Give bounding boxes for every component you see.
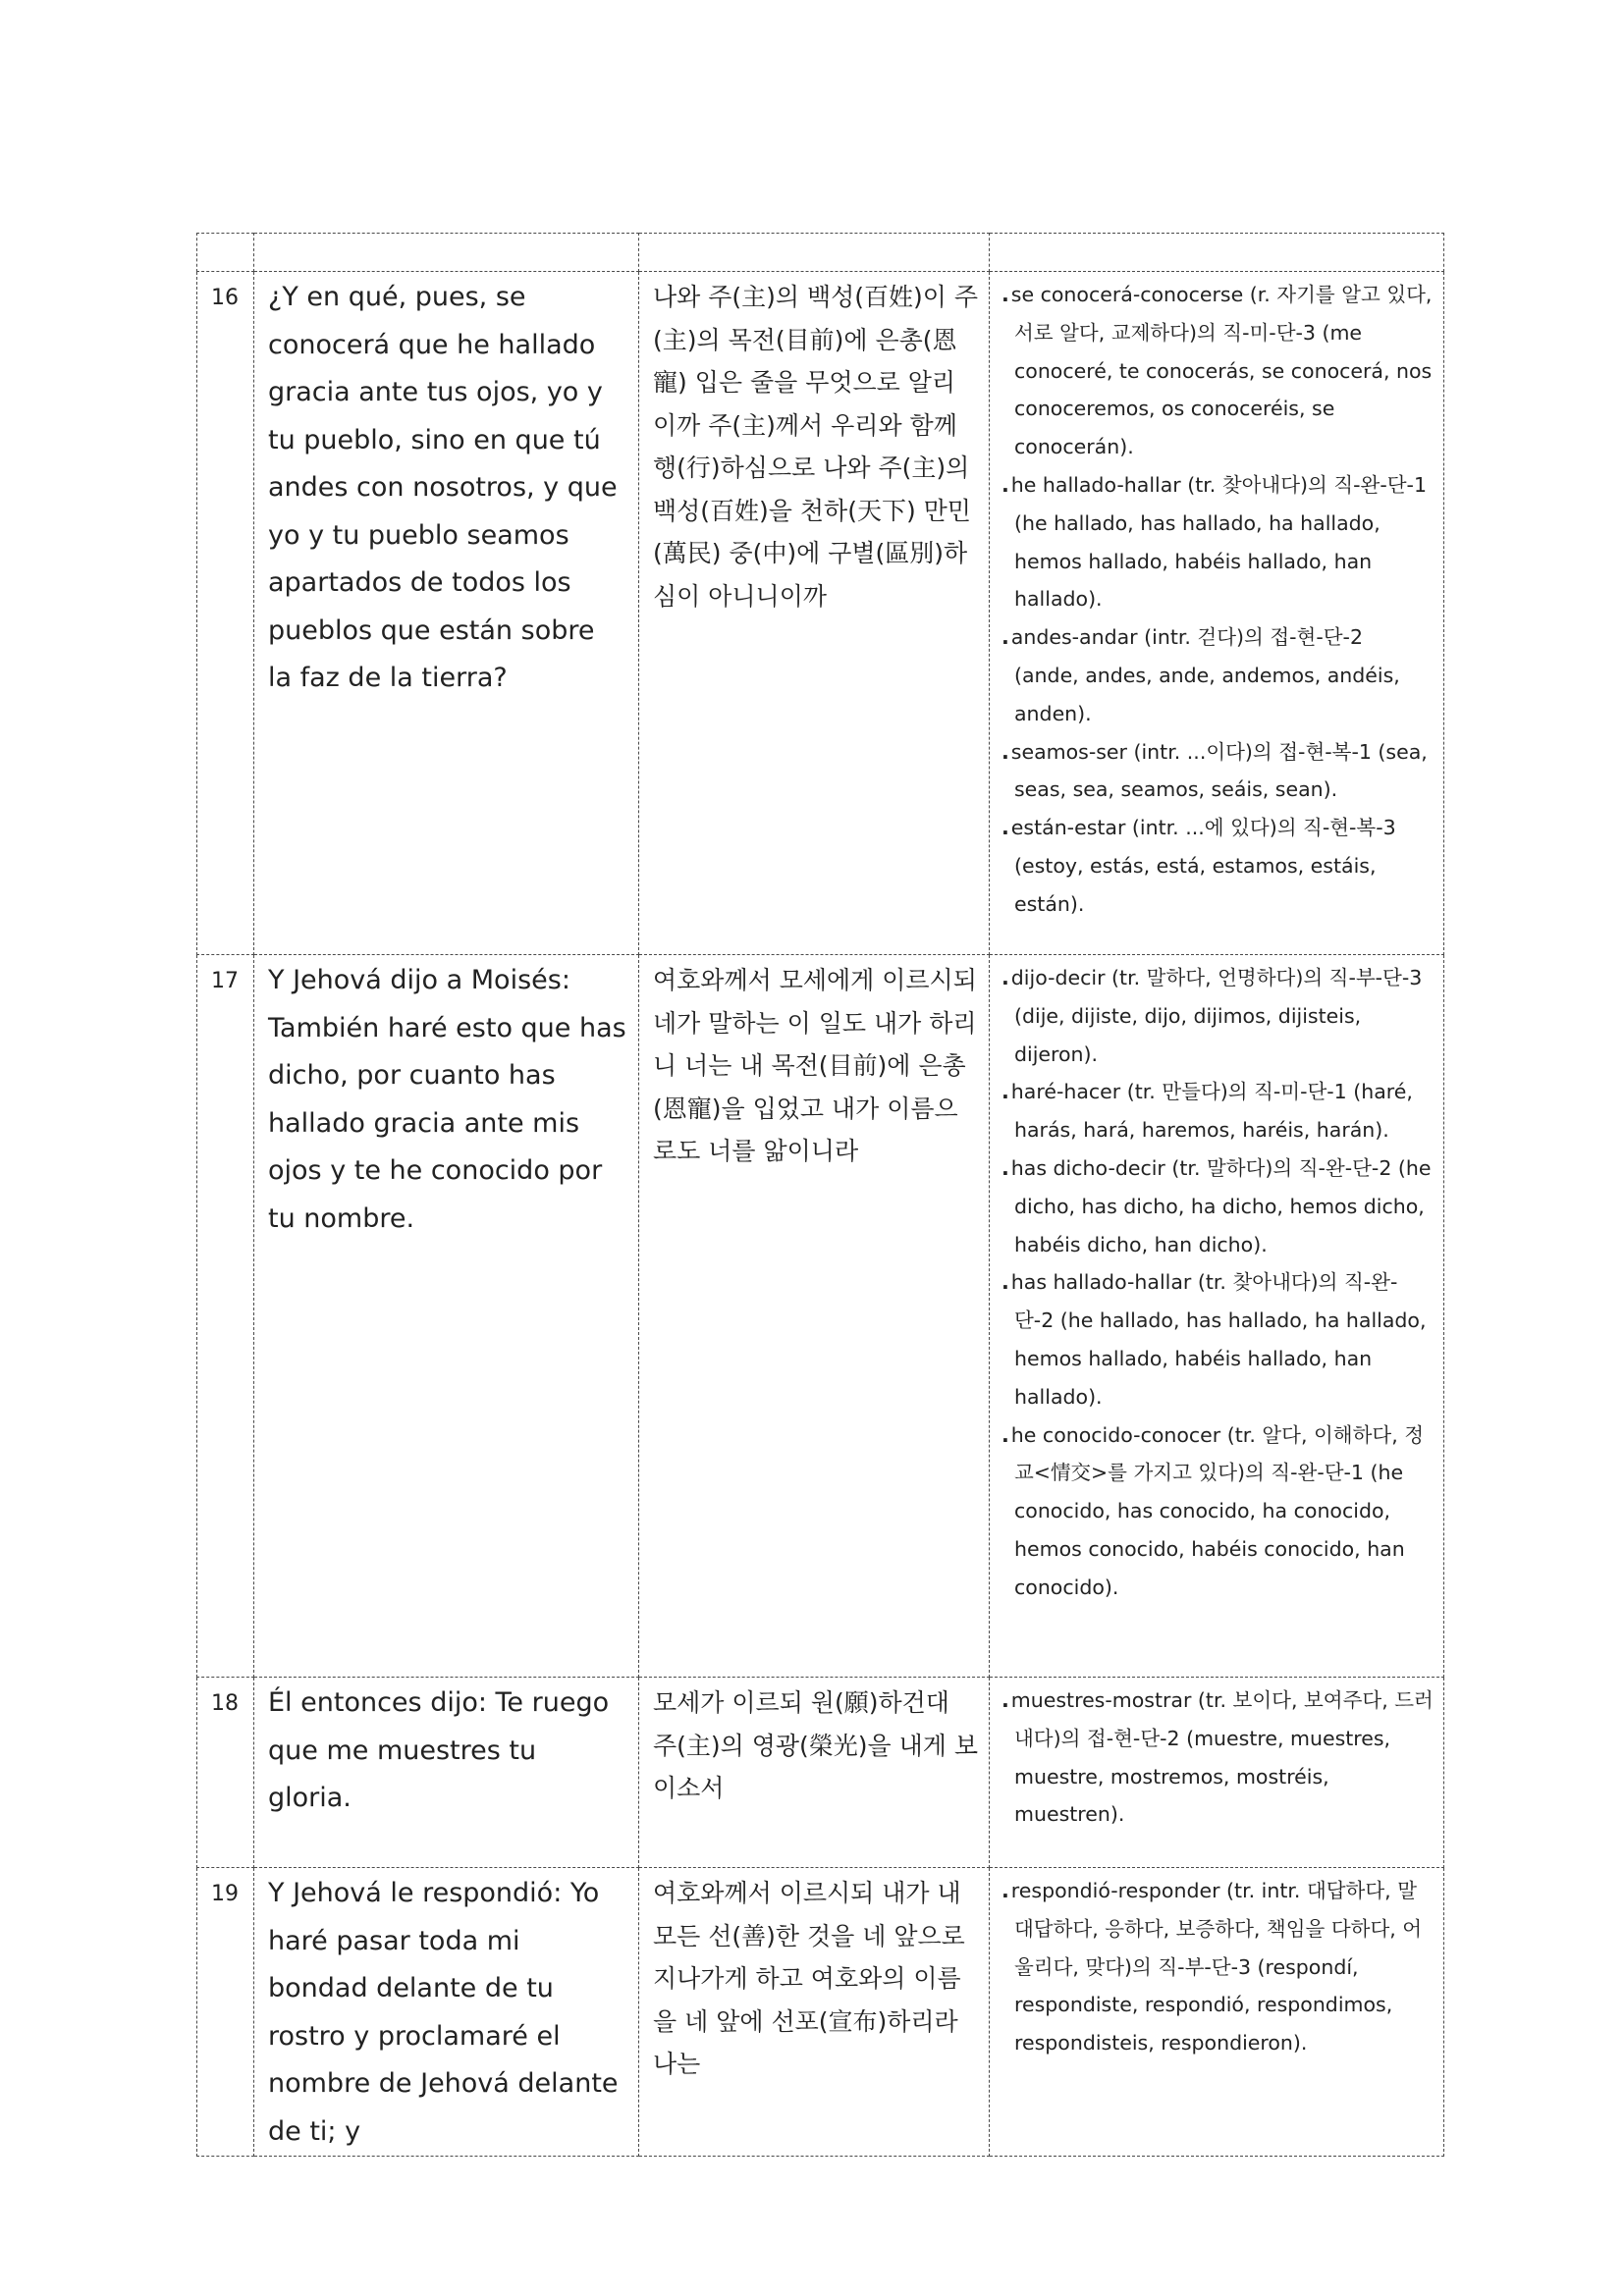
grammar-notes-cell [990,1868,1444,2157]
header-cell-grammar [990,234,1444,272]
verse-number-cell [197,955,254,1678]
verse-table [196,233,1444,2157]
verse-row [197,1678,1444,1868]
grammar-notes-cell [990,272,1444,955]
grammar-note: .muestres-mostrar (tr. 보이다, 보여주다, 드러내다)의 접-현-단-2 (muestre, muestres, muestre, mostremos, mostréis, muestren). [1001,1688,1434,1827]
korean-text-cell [639,1678,990,1868]
grammar-note: .están-estar (intr. ...에 있다)의 직-현-복-3 (estoy, estás, está, estamos, estáis, están). [1001,816,1396,916]
spanish-text: Él entonces dijo: Te ruego que me muestres tu gloria. [268,1687,610,1813]
verse-number-cell [197,1868,254,2157]
grammar-note: .seamos-ser (intr. ...이다)의 접-현-복-1 (sea, seas, sea, seamos, seáis, sean). [1001,739,1428,802]
spanish-text-cell [254,272,639,955]
verse-number-cell [197,1678,254,1868]
verse-row [197,272,1444,955]
grammar-note: .has dicho-decir (tr. 말하다)의 직-완-단-2 (he dicho, has dicho, ha dicho, hemos dicho, habéis dicho, han dicho). [1001,1155,1432,1256]
grammar-note: .andes-andar (intr. 걷다)의 접-현-단-2 (ande, andes, ande, andemos, andéis, anden). [1001,625,1400,725]
spanish-text-cell [254,1868,639,2157]
spanish-text: ¿Y en qué, pues, se conocerá que he hallado gracia ante tus ojos, yo y tu pueblo, sino en que tú andes con nosotros, y que yo y tu pueblo seamos apartados de todos los pueblos que están sobre la faz de la tierra? [268,282,618,693]
grammar-note: .haré-hacer (tr. 만들다)의 직-미-단-1 (haré, harás, hará, haremos, haréis, harán). [1001,1080,1413,1143]
korean-text: 나와 주(主)의 백성(百姓)이 주(主)의 목전(目前)에 은총(恩寵) 입은 줄을 무엇으로 알리이까 주(主)께서 우리와 함께 행(行)하심으로 나와 주(主)의 백성(百姓)을 천하(天下) 만민(萬民) 중(中)에 구별(區別)하심이 아니니이까 [653,283,979,611]
header-cell-number [197,234,254,272]
korean-text: 여호와께서 이르시되 내가 내 모든 선(善)한 것을 네 앞으로 지나가게 하고 여호와의 이름을 네 앞에 선포(宣布)하리라 나는 [653,1879,965,2078]
grammar-notes-cell [990,1678,1444,1868]
spanish-text: Y Jehová le respondió: Yo haré pasar toda mi bondad delante de tu rostro y proclamaré el nombre de Jehová delante de ti; y [268,1878,619,2147]
spanish-text-cell [254,955,639,1678]
grammar-note: .dijo-decir (tr. 말하다, 언명하다)의 직-부-단-3 (dije, dijiste, dijo, dijimos, dijisteis, dijeron). [1001,966,1423,1066]
korean-text-cell [639,1868,990,2157]
spanish-text: Y Jehová dijo a Moisés: También haré esto que has dicho, por cuanto has hallado gracia ante mis ojos y te he conocido por tu nombre. [268,965,626,1234]
verse-number: 16 [211,286,239,310]
verse-number-cell [197,272,254,955]
header-cell-spanish [254,234,639,272]
korean-text-cell [639,955,990,1678]
verse-number: 19 [211,1882,239,1906]
korean-text: 모세가 이르되 원(願)하건대 주(主)의 영광(榮光)을 내게 보이소서 [653,1688,979,1802]
spanish-text-cell [254,1678,639,1868]
verse-row [197,955,1444,1678]
grammar-note: .he hallado-hallar (tr. 찾아내다)의 직-완-단-1 (he hallado, has hallado, ha hallado, hemos hallado, habéis hallado, han hallado). [1001,472,1427,612]
table-header-row [197,234,1444,272]
header-cell-korean [639,234,990,272]
grammar-note: .he conocido-conocer (tr. 알다, 이해하다, 정교<情交>를 가지고 있다)의 직-완-단-1 (he conocido, has conocido, ha conocido, hemos conocido, habéis conocido, han conocido). [1001,1422,1425,1599]
grammar-note: .has hallado-hallar (tr. 찾아내다)의 직-완-단-2 (he hallado, has hallado, ha hallado, hemos hallado, habéis hallado, han hallado). [1001,1270,1427,1409]
verse-number: 17 [211,969,239,993]
grammar-note: .se conocerá-conocerse (r. 자기를 알고 있다, 서로 알다, 교제하다)의 직-미-단-3 (me conoceré, te conocerás, se conocerá, nos conoceremos, os conoceréis, se conocerán). [1001,283,1433,459]
grammar-notes-cell [990,955,1444,1678]
verse-number: 18 [211,1691,239,1716]
korean-text: 여호와께서 모세에게 이르시되 네가 말하는 이 일도 내가 하리니 너는 내 목전(目前)에 은총(恩寵)을 입었고 내가 이름으로도 너를 앎이니라 [653,966,977,1165]
verse-row [197,1868,1444,2157]
grammar-note: .respondió-responder (tr. intr. 대답하다, 말대답하다, 응하다, 보증하다, 책임을 다하다, 어울리다, 맞다)의 직-부-단-3 (respondí, respondiste, respondió, respondimos, respondisteis, respondieron). [1001,1879,1423,2056]
korean-text-cell [639,272,990,955]
